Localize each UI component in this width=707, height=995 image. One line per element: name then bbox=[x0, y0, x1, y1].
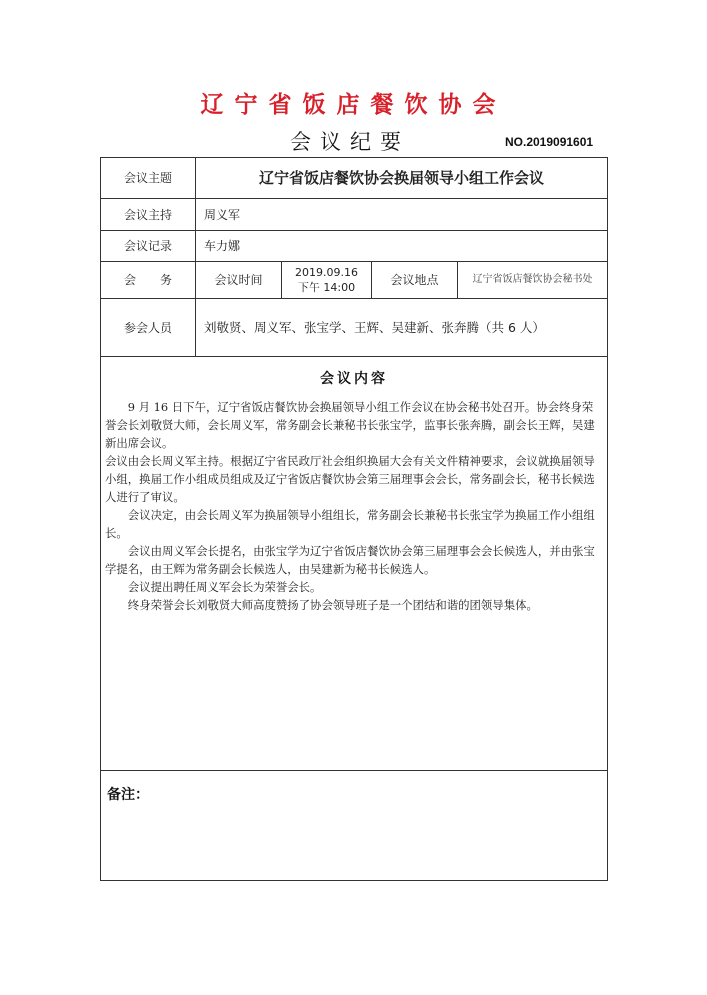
remarks-label: 备注： bbox=[107, 787, 149, 803]
content-paragraph: 会议决定，由会长周义军为换届领导小组组长，常务副会长兼秘书长张宝学为换届工作小组组长。 bbox=[105, 508, 595, 540]
host-value: 周义军 bbox=[204, 207, 241, 222]
content-paragraph: 会议由周义军会长提名，由张宝学为辽宁省饭店餐饮协会第三届理事会会长候选人，并由张宝学提名，由王辉为常务副会长候选人，由吴建新为秘书长候选人。 bbox=[105, 544, 595, 576]
recorder-value: 车力娜 bbox=[204, 239, 241, 253]
content-heading: 会议内容 bbox=[320, 371, 388, 387]
place-value: 辽宁省饭店餐饮协会秘书处 bbox=[472, 274, 593, 285]
minutes-table bbox=[100, 157, 608, 881]
meeting-content bbox=[105, 398, 601, 614]
affairs-label: 会 务 bbox=[123, 273, 172, 287]
topic-label: 会议主题 bbox=[123, 171, 172, 185]
row-divider bbox=[101, 356, 607, 357]
topic-value: 辽宁省饭店餐饮协会换届领导小组工作会议 bbox=[258, 169, 544, 187]
meeting-hour: 下午 14:00 bbox=[297, 281, 356, 294]
meeting-date: 2019.09.16 bbox=[295, 266, 358, 279]
recorder-label: 会议记录 bbox=[123, 239, 172, 253]
place-label: 会议地点 bbox=[390, 273, 439, 287]
attendees-value: 刘敬贤、周义军、张宝学、王辉、吴建新、张奔腾（共 6 人） bbox=[204, 319, 545, 335]
attendees-label: 参会人员 bbox=[123, 320, 172, 335]
host-label: 会议主持 bbox=[123, 207, 172, 222]
content-paragraph: 会议由会长周义军主持。根据辽宁省民政厅社会组织换届大会有关文件精神要求，会议就换届领导小组，换届工作小组成员组成及辽宁省饭店餐饮协会第三届理事会会长，常务副会长，秘书长候选人进行了审议。 bbox=[105, 454, 595, 504]
content-paragraph: 9 月 16 日下午，辽宁省饭店餐饮协会换届领导小组工作会议在协会秘书处召开。协会终身荣誉会长刘敬贤大师，会长周义军，常务副会长兼秘书长张宝学，监事长张奔腾，副会长王辉，吴建新出席会议。 bbox=[105, 400, 595, 450]
content-paragraph: 终身荣誉会长刘敬贤大师高度赞扬了协会领导班子是一个团结和谐的团领导集体。 bbox=[127, 598, 538, 612]
document-number: NO.2019091601 bbox=[505, 135, 594, 149]
time-label: 会议时间 bbox=[214, 273, 263, 287]
row-divider bbox=[101, 770, 607, 771]
content-paragraph: 会议提出聘任周义军会长为荣誉会长。 bbox=[127, 580, 322, 594]
organization-title: 辽宁省饭店餐饮协会 bbox=[200, 92, 507, 118]
document-title: 会议纪要 bbox=[290, 130, 410, 154]
meeting-time bbox=[282, 262, 371, 298]
